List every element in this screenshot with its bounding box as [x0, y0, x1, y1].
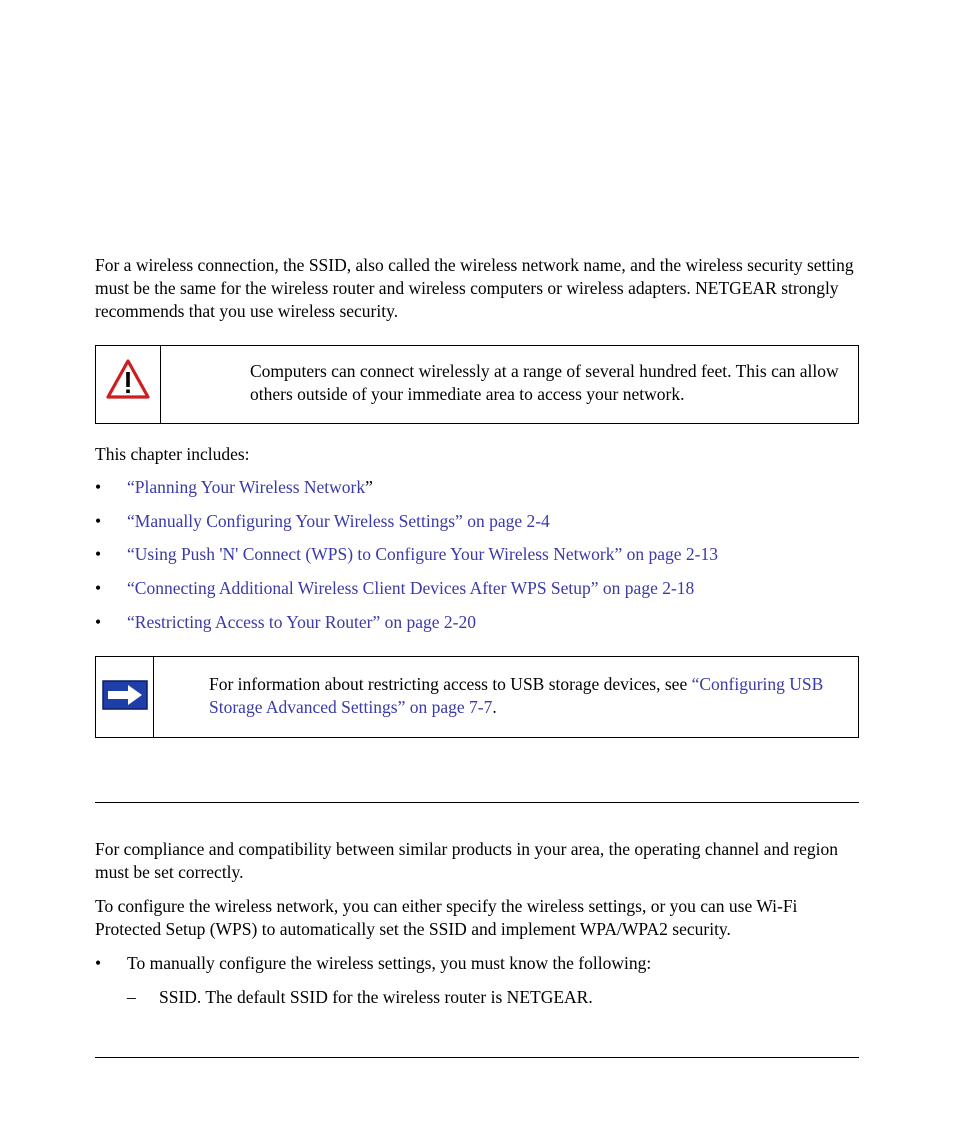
warning-icon-cell — [96, 346, 161, 423]
info-note — [95, 656, 859, 738]
bullet: • — [95, 477, 102, 497]
info-icon-cell — [96, 657, 154, 737]
info-note-prefix: For information about restricting access to USB storage devices, see — [209, 674, 692, 694]
warning-note-text: Computers can connect wirelessly at a range of several hundred feet. This can allow others outside of your immediate area to access your network. — [250, 361, 839, 404]
bullet: • — [95, 611, 102, 632]
intro-paragraph: For a wireless connection, the SSID, also called the wireless network name, and the wireless security setting must be the same for the wireless router and wireless computers or wireless adapters. NETGEAR strongly recommends that you use wireless security. — [95, 255, 854, 321]
chapter-contents-list — [95, 476, 859, 644]
sub-list-item — [127, 986, 827, 1009]
bullet-text: To manually configure the wireless settings, you must know the following: — [127, 953, 652, 973]
bullet: • — [95, 544, 102, 565]
link-manually-configuring[interactable]: “Manually Configuring Your Wireless Settings” on page 2-4 — [127, 510, 550, 531]
bullet: • — [95, 510, 102, 531]
info-note-suffix: . — [492, 697, 497, 717]
footer-rule — [95, 1057, 859, 1058]
list-item — [95, 952, 859, 975]
list-item — [95, 510, 859, 544]
list-item — [95, 577, 859, 611]
link-connecting-additional-devices[interactable]: “Connecting Additional Wireless Client Devices After WPS Setup” on page 2-18 — [127, 578, 695, 599]
info-note-text — [209, 673, 854, 719]
section-paragraph-compliance: For compliance and compatibility between similar products in your area, the operating channel and region must be set correctly. — [95, 839, 839, 882]
sub-item-text: SSID. The default SSID for the wireless router is NETGEAR. — [159, 987, 593, 1007]
dash: – — [127, 987, 136, 1007]
arrow-right-icon — [102, 680, 148, 710]
link-usb-storage-advanced-settings[interactable]: “Configuring USB Storage Advanced Settings” on page 7-7 — [209, 674, 824, 717]
list-item — [95, 543, 859, 577]
warning-icon — [105, 358, 151, 400]
link-push-n-connect-wps[interactable]: “Using Push 'N' Connect (WPS) to Configure Your Wireless Network” on page 2-13 — [127, 544, 718, 565]
link-planning-wireless-network[interactable]: “Planning Your Wireless Network — [127, 477, 366, 497]
section-rule — [95, 802, 859, 803]
link-restricting-access[interactable]: “Restricting Access to Your Router” on page 2-20 — [127, 611, 476, 632]
bullet: • — [95, 953, 102, 973]
bullet: • — [95, 578, 102, 599]
list-item — [95, 611, 859, 645]
section-paragraph-configure: To configure the wireless network, you can either specify the wireless settings, or you can use Wi-Fi Protected Setup (WPS) to automatically set the SSID and implement WPA/WPA2 security. — [95, 896, 798, 939]
list-item — [95, 476, 859, 510]
link-suffix: ” — [365, 477, 373, 497]
chapter-includes-heading: This chapter includes: — [95, 444, 250, 464]
warning-note — [95, 345, 859, 424]
